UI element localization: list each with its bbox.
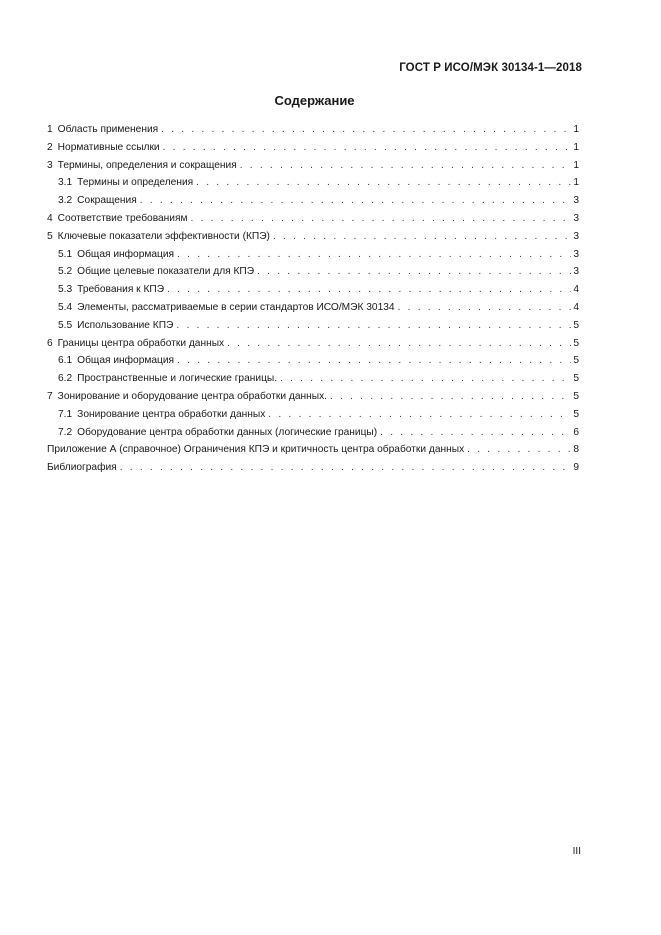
toc-entry-text: Библиография <box>47 462 117 474</box>
toc-entry-page: 4 <box>573 301 579 313</box>
toc-entry[interactable] <box>47 388 579 406</box>
toc-leader-dots <box>240 157 572 175</box>
toc-entry-text: Область применения <box>57 124 159 135</box>
page-number: III <box>572 846 581 857</box>
toc-entry-page: 1 <box>573 159 579 171</box>
toc-leader-dots <box>227 335 571 353</box>
toc-entry-text: Общая информация <box>77 248 175 260</box>
toc-entry-page: 3 <box>573 230 579 242</box>
toc-entry[interactable] <box>47 263 579 281</box>
document-id: ГОСТ Р ИСО/МЭК 30134-1—2018 <box>399 62 582 74</box>
toc-entry-page: 5 <box>573 408 579 420</box>
toc-entry-page: 5 <box>573 390 579 402</box>
toc-entry-label <box>58 192 137 210</box>
toc-entry-label <box>58 174 193 192</box>
toc-entry-text: Оборудование центра обработки данных (логические границы) <box>77 426 378 438</box>
toc-entry-page: 1 <box>573 124 579 135</box>
toc-leader-dots <box>330 388 571 406</box>
toc-leader-dots <box>161 121 571 139</box>
toc-entry-label <box>47 228 270 246</box>
toc-entry-text: Границы центра обработки данных <box>57 337 225 349</box>
toc-entry-number: 6 <box>47 337 53 349</box>
toc-entry-page: 1 <box>573 177 579 189</box>
toc-entry-number: 3 <box>47 159 53 171</box>
toc-entry-label <box>58 246 174 264</box>
toc-entry[interactable] <box>47 228 579 246</box>
toc-entry[interactable] <box>47 157 579 175</box>
toc-entry[interactable] <box>47 121 579 139</box>
toc-entry[interactable] <box>47 406 579 424</box>
toc-entry-number: 3.1 <box>58 177 73 189</box>
toc-entry-label <box>58 263 254 281</box>
toc-entry[interactable] <box>47 441 579 459</box>
toc-entry-number: 5.5 <box>58 319 73 331</box>
toc-leader-dots <box>398 299 572 317</box>
toc-entry-page: 5 <box>573 319 579 331</box>
toc-entry-text: Общая информация <box>77 355 175 367</box>
toc-entry-label <box>58 406 265 424</box>
toc-entry[interactable] <box>47 424 579 442</box>
toc-entry-text: Ключевые показатели эффективности (КПЭ) <box>57 230 270 242</box>
toc-entry-page: 6 <box>573 426 579 438</box>
toc-entry-number: 6.2 <box>58 373 73 385</box>
toc-entry[interactable] <box>47 192 579 210</box>
toc-entry-text: Элементы, рассматриваемые в серии стандартов ИСО/МЭК 30134 <box>77 301 395 313</box>
toc-leader-dots <box>280 370 571 388</box>
toc-entry-text: Пространственные и логические границы. <box>77 373 278 385</box>
toc-entry-page: 8 <box>573 444 579 456</box>
toc-entry-text: Соответствие требованиям <box>57 212 188 224</box>
toc-entry-label <box>47 459 117 477</box>
toc-entry[interactable] <box>47 210 579 228</box>
toc-leader-dots <box>191 210 572 228</box>
toc-entry[interactable] <box>47 352 579 370</box>
toc-entry-label <box>58 352 174 370</box>
toc-entry[interactable] <box>47 299 579 317</box>
toc-entry-label <box>47 157 237 175</box>
toc-entry-text: Общие целевые показатели для КПЭ <box>77 266 255 278</box>
toc-entry-text: Термины и определения <box>77 177 194 189</box>
toc-title: Содержание <box>274 93 355 108</box>
toc-entry-number: 3.2 <box>58 195 73 207</box>
table-of-contents <box>47 121 579 477</box>
toc-entry-number: 2 <box>47 141 53 153</box>
toc-leader-dots <box>196 174 571 192</box>
toc-entry-label <box>58 281 164 299</box>
toc-leader-dots <box>273 228 571 246</box>
toc-entry-page: 1 <box>573 141 579 153</box>
toc-leader-dots <box>163 139 572 157</box>
toc-entry-page: 5 <box>573 355 579 367</box>
toc-leader-dots <box>140 192 572 210</box>
toc-entry-number: 5.4 <box>58 301 73 313</box>
toc-entry-label <box>47 441 464 459</box>
toc-entry-label <box>58 317 173 335</box>
toc-entry-number: 6.1 <box>58 355 73 367</box>
toc-entry-number: 7.2 <box>58 426 73 438</box>
toc-leader-dots <box>176 317 571 335</box>
toc-entry-text: Приложение А (справочное) Ограничения КПЭ и критичность центра обработки данных <box>47 444 465 456</box>
toc-entry-text: Использование КПЭ <box>77 319 174 331</box>
toc-entry-page: 9 <box>573 462 579 474</box>
toc-entry-page: 5 <box>573 337 579 349</box>
toc-entry-label <box>47 335 224 353</box>
toc-entry-page: 3 <box>573 195 579 207</box>
toc-entry-text: Требования к КПЭ <box>77 284 165 296</box>
toc-leader-dots <box>380 424 571 442</box>
toc-entry-label <box>47 210 188 228</box>
toc-entry-number: 7.1 <box>58 408 73 420</box>
toc-entry-text: Нормативные ссылки <box>57 141 160 153</box>
toc-leader-dots <box>177 352 571 370</box>
toc-leader-dots <box>268 406 571 424</box>
toc-entry-number: 1 <box>47 124 53 135</box>
toc-entry-page: 4 <box>573 284 579 296</box>
toc-entry[interactable] <box>47 335 579 353</box>
toc-entry-label <box>47 139 160 157</box>
toc-entry-number: 5.2 <box>58 266 73 278</box>
toc-entry[interactable] <box>47 459 579 477</box>
toc-leader-dots <box>120 459 572 477</box>
toc-entry-label <box>58 299 395 317</box>
toc-entry-page: 3 <box>573 248 579 260</box>
toc-entry[interactable] <box>47 139 579 157</box>
toc-entry-label <box>47 121 158 139</box>
toc-entry-number: 7 <box>47 390 53 402</box>
toc-entry-text: Термины, определения и сокращения <box>57 159 237 171</box>
toc-entry-text: Зонирование центра обработки данных <box>77 408 266 420</box>
toc-entry-text: Сокращения <box>77 195 137 207</box>
toc-entry-text: Зонирование и оборудование центра обработки данных. <box>57 390 327 402</box>
toc-leader-dots <box>167 281 571 299</box>
toc-entry-page: 3 <box>573 212 579 224</box>
toc-entry-number: 4 <box>47 212 53 224</box>
toc-leader-dots <box>467 441 571 459</box>
toc-entry[interactable] <box>47 174 579 192</box>
toc-entry-number: 5.1 <box>58 248 73 260</box>
toc-entry[interactable] <box>47 246 579 264</box>
toc-entry-number: 5 <box>47 230 53 242</box>
toc-entry-page: 3 <box>573 266 579 278</box>
toc-entry-label <box>58 370 277 388</box>
toc-entry[interactable] <box>47 370 579 388</box>
toc-entry[interactable] <box>47 317 579 335</box>
toc-entry-number: 5.3 <box>58 284 73 296</box>
toc-entry-label <box>47 388 327 406</box>
toc-entry-page: 5 <box>573 373 579 385</box>
toc-entry[interactable] <box>47 281 579 299</box>
toc-leader-dots <box>257 263 571 281</box>
toc-entry-label <box>58 424 377 442</box>
toc-leader-dots <box>177 246 571 264</box>
